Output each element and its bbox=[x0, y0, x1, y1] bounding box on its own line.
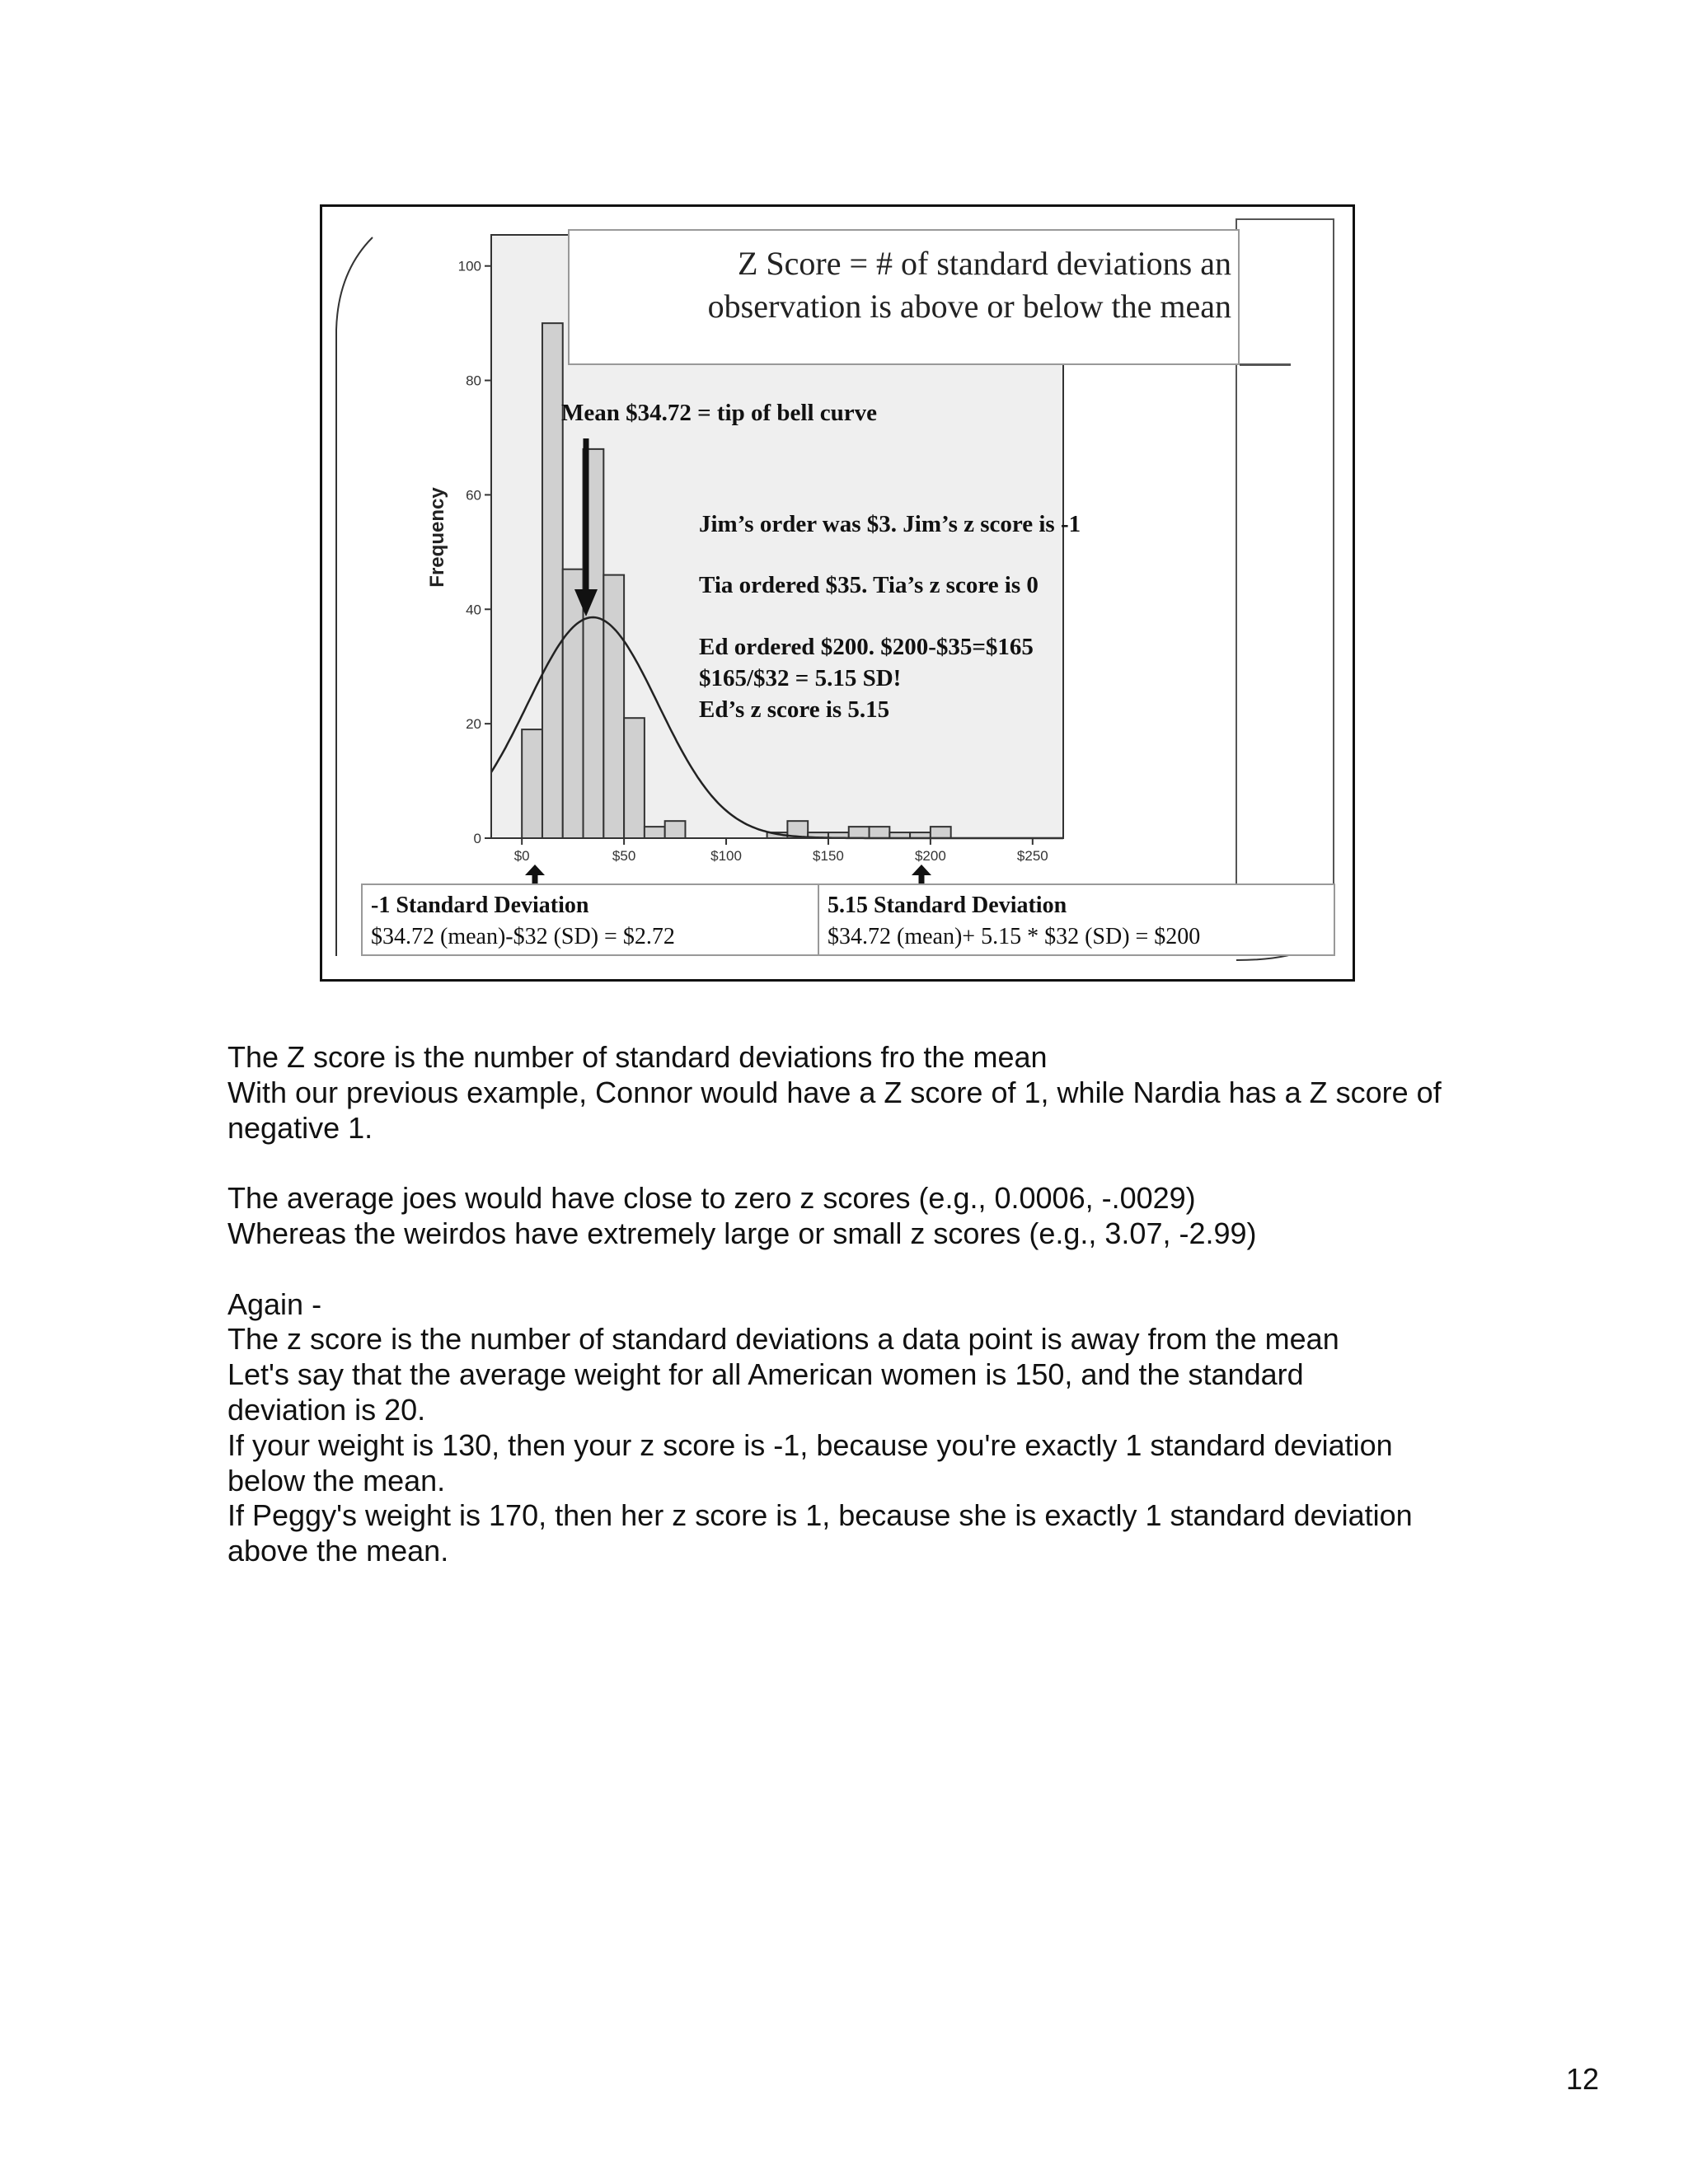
title-underline bbox=[1240, 363, 1291, 366]
x-tick-label: $50 bbox=[612, 848, 636, 864]
notes-line bbox=[227, 1146, 1513, 1181]
plus-5-sd-arrow bbox=[912, 865, 931, 883]
notes-line: below the mean. bbox=[227, 1463, 446, 1497]
notes-line: The z score is the number of standard deviations a data point is away from the mean bbox=[227, 1322, 1339, 1357]
histogram-bar bbox=[645, 827, 665, 838]
sd-plus-5-formula: $34.72 (mean)+ 5.15 * $32 (SD) = $200 bbox=[828, 924, 1201, 949]
histogram-bar bbox=[542, 323, 563, 838]
annotation-ed-3: Ed’s z score is 5.15 bbox=[699, 696, 890, 723]
notes-text bbox=[227, 1040, 1513, 1569]
notes-line: The average joes would have close to zero z scores (e.g., 0.0006, -.0029) bbox=[227, 1181, 1196, 1216]
notes-line: Again - bbox=[227, 1286, 322, 1321]
histogram-bar bbox=[849, 827, 870, 838]
annotation-ed-1: Ed ordered $200. $200-$35=$165 bbox=[699, 634, 1034, 660]
notes-line: deviation is 20. bbox=[227, 1392, 426, 1427]
notes-line: If Peggy's weight is 170, then her z score is 1, because she is exactly 1 standard deviation bbox=[227, 1498, 1413, 1533]
x-tick-label: $200 bbox=[914, 848, 946, 864]
y-tick-label: 20 bbox=[466, 716, 481, 733]
sd-minus-one-title: -1 Standard Deviation bbox=[371, 893, 589, 918]
histogram-bar bbox=[665, 821, 686, 838]
y-tick-label: 100 bbox=[457, 258, 481, 274]
sd-plus-5-title: 5.15 Standard Deviation bbox=[828, 893, 1067, 918]
slide-inner-border bbox=[1236, 219, 1334, 887]
annotation-tia: Tia ordered $35. Tia’s z score is 0 bbox=[699, 572, 1039, 598]
sd-table bbox=[361, 883, 1335, 956]
sd-cell-minus-one bbox=[363, 885, 819, 954]
page-number: 12 bbox=[1566, 2062, 1600, 2096]
notes-line: If your weight is 130, then your z score is -1, because you're exactly 1 standard deviation bbox=[227, 1427, 1393, 1462]
histogram-bar bbox=[603, 575, 624, 838]
notes-line: The Z score is the number of standard deviations fro the mean bbox=[227, 1040, 1048, 1074]
x-tick-label: $250 bbox=[1016, 848, 1048, 864]
histogram-bar bbox=[563, 569, 584, 838]
minus-one-sd-arrow bbox=[525, 865, 545, 883]
x-tick-label: $0 bbox=[513, 848, 530, 864]
annotation-jim: Jim’s order was $3. Jim’s z score is -1 bbox=[699, 511, 1081, 537]
mean-label: Mean $34.72 = tip of bell curve bbox=[561, 400, 878, 426]
notes-line: With our previous example, Connor would have a Z score of 1, while Nardia has a Z score of bbox=[227, 1075, 1442, 1109]
histogram-bar bbox=[624, 718, 645, 838]
x-tick-label: $150 bbox=[813, 848, 844, 864]
slide-title-box bbox=[568, 229, 1240, 365]
notes-line: above the mean. bbox=[227, 1534, 449, 1568]
slide-title-line-2: observation is above or below the mean bbox=[707, 288, 1231, 325]
annotation-ed-2: $165/$32 = 5.15 SD! bbox=[699, 665, 902, 691]
histogram-bar bbox=[522, 729, 542, 838]
sd-minus-one-formula: $34.72 (mean)-$32 (SD) = $2.72 bbox=[371, 924, 675, 949]
x-tick-label: $100 bbox=[710, 848, 742, 864]
notes-line bbox=[227, 1252, 1513, 1287]
y-axis-label: Frequency bbox=[426, 487, 448, 588]
y-tick-label: 60 bbox=[466, 487, 481, 504]
y-tick-label: 40 bbox=[466, 602, 481, 618]
slide-title-line-1: Z Score = # of standard deviations an bbox=[737, 245, 1231, 282]
histogram-bar bbox=[870, 827, 890, 838]
notes-line: Let's say that the average weight for all American women is 150, and the standard bbox=[227, 1357, 1304, 1392]
y-tick-label: 0 bbox=[473, 831, 481, 846]
notes-line: Whereas the weirdos have extremely large or small z scores (e.g., 3.07, -2.99) bbox=[227, 1216, 1257, 1250]
notes-line: negative 1. bbox=[227, 1110, 373, 1145]
sd-cell-plus-5 bbox=[819, 885, 1208, 954]
slide-decoration-curve bbox=[336, 237, 373, 956]
histogram-bar bbox=[931, 827, 951, 838]
y-tick-label: 80 bbox=[466, 373, 481, 389]
